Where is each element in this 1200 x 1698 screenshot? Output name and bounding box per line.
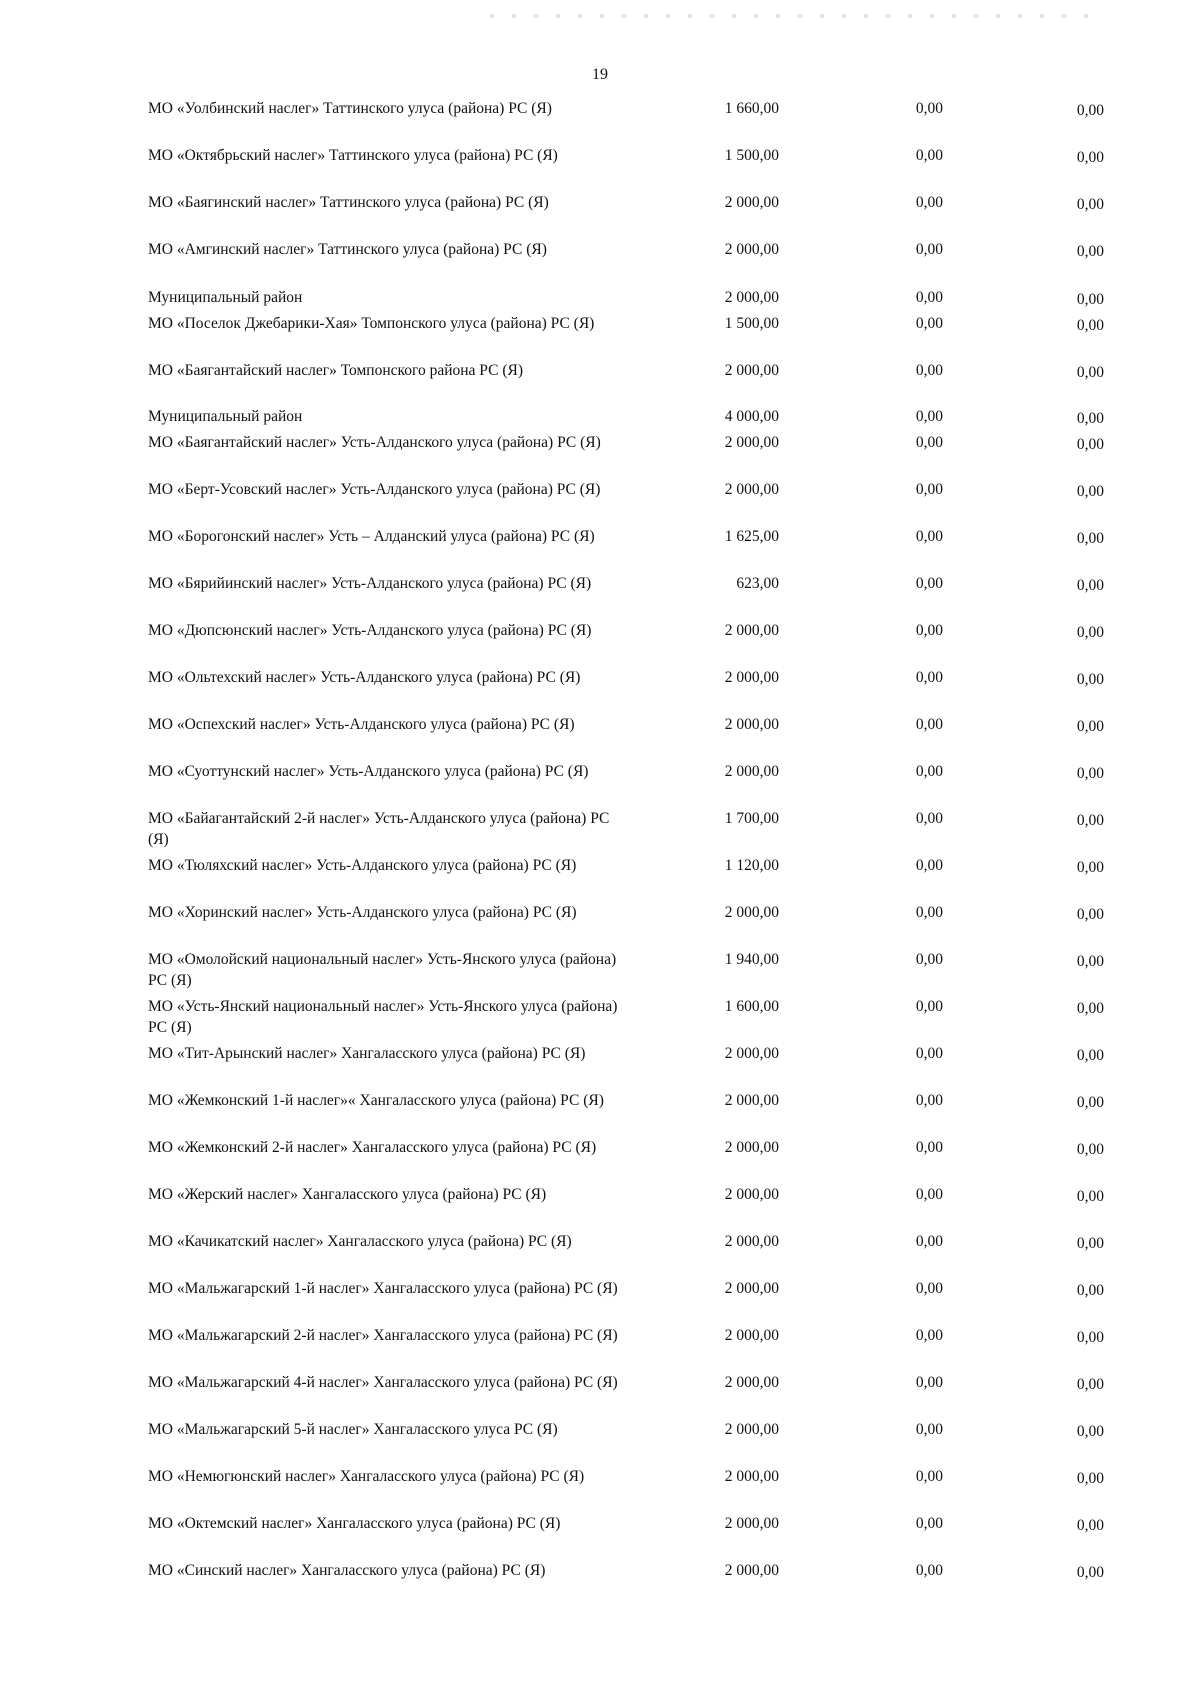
- table-row: [0, 902, 1200, 942]
- table-row: [0, 1043, 1200, 1083]
- row-value-1: 2 000,00: [724, 1421, 779, 1438]
- row-value-3: 0,00: [1076, 1329, 1104, 1346]
- row-value-1: 2 000,00: [724, 622, 779, 639]
- row-value-2: 0,00: [915, 289, 943, 306]
- table-row: [0, 855, 1200, 895]
- row-name: МО «Тюляхский наслег» Усть-Алданского улуса (района) РС (Я): [148, 857, 577, 874]
- table-row: [0, 98, 1200, 138]
- row-value-1: 2 000,00: [724, 194, 779, 211]
- row-value-2: 0,00: [915, 1468, 943, 1485]
- row-value-3: 0,00: [1076, 102, 1104, 119]
- row-value-2: 0,00: [915, 669, 943, 686]
- row-value-1: 2 000,00: [724, 1139, 779, 1156]
- row-value-3: 0,00: [1076, 483, 1104, 500]
- row-value-3: 0,00: [1076, 149, 1104, 166]
- row-value-2: 0,00: [915, 1374, 943, 1391]
- row-value-1: 2 000,00: [724, 434, 779, 451]
- row-name: МО «Октемский наслег» Хангаласского улуса (района) РС (Я): [148, 1515, 561, 1532]
- row-value-3: 0,00: [1076, 812, 1104, 829]
- row-value-2: 0,00: [915, 1421, 943, 1438]
- row-value-3: 0,00: [1076, 624, 1104, 641]
- row-value-3: 0,00: [1076, 1282, 1104, 1299]
- row-value-3: 0,00: [1076, 1470, 1104, 1487]
- row-value-1: 2 000,00: [724, 289, 779, 306]
- row-value-3: 0,00: [1076, 718, 1104, 735]
- row-name: МО «Жемконский 2-й наслег» Хангаласского улуса (района) РС (Я): [148, 1139, 597, 1156]
- row-name: МО «Амгинский наслег» Таттинского улуса (района) РС (Я): [148, 241, 547, 258]
- row-value-2: 0,00: [915, 434, 943, 451]
- table-row: [0, 1419, 1200, 1459]
- table-row: [0, 1466, 1200, 1506]
- table-row: [0, 620, 1200, 660]
- row-value-2: 0,00: [915, 857, 943, 874]
- row-value-1: 2 000,00: [724, 1233, 779, 1250]
- table-row: [0, 1090, 1200, 1130]
- row-value-3: 0,00: [1076, 906, 1104, 923]
- row-name: МО «Борогонский наслег» Усть – Алданский улуса (района) РС (Я): [148, 528, 595, 545]
- row-name: МО «Суоттунский наслег» Усть-Алданского улуса (района) РС (Я): [148, 763, 589, 780]
- row-value-1: 2 000,00: [724, 763, 779, 780]
- row-value-2: 0,00: [915, 575, 943, 592]
- table-row: [0, 1231, 1200, 1271]
- row-value-1: 1 940,00: [724, 951, 779, 968]
- row-value-3: 0,00: [1076, 577, 1104, 594]
- table-row: [0, 808, 1200, 848]
- row-value-1: 2 000,00: [724, 1562, 779, 1579]
- row-value-2: 0,00: [915, 528, 943, 545]
- row-value-3: 0,00: [1076, 859, 1104, 876]
- row-value-3: 0,00: [1076, 1517, 1104, 1534]
- row-name: МО «Байагантайский 2-й наслег» Усть-Алданского улуса (района) РС (Я): [148, 810, 610, 848]
- table-row: [0, 1560, 1200, 1600]
- row-value-2: 0,00: [915, 810, 943, 827]
- row-name: Муниципальный район: [148, 289, 303, 306]
- row-value-1: 2 000,00: [724, 1092, 779, 1109]
- row-value-3: 0,00: [1076, 1235, 1104, 1252]
- row-name: МО «Мальжагарский 1-й наслег» Хангаласского улуса (района) РС (Я): [148, 1280, 618, 1297]
- row-value-1: 2 000,00: [724, 241, 779, 258]
- row-value-2: 0,00: [915, 1515, 943, 1532]
- table-row: [0, 714, 1200, 754]
- row-value-2: 0,00: [915, 362, 943, 379]
- row-name: МО «Тит-Арынский наслег» Хангаласского улуса (района) РС (Я): [148, 1045, 586, 1062]
- row-name: МО «Октябрьский наслег» Таттинского улуса (района) РС (Я): [148, 147, 558, 164]
- row-value-2: 0,00: [915, 241, 943, 258]
- table-row: [0, 239, 1200, 279]
- row-value-2: 0,00: [915, 763, 943, 780]
- row-value-1: 1 500,00: [724, 147, 779, 164]
- table-row: [0, 1372, 1200, 1412]
- row-value-2: 0,00: [915, 998, 943, 1015]
- table-row: [0, 360, 1200, 400]
- row-value-1: 2 000,00: [724, 1327, 779, 1344]
- table-row: [0, 761, 1200, 801]
- row-name: МО «Хоринский наслег» Усть-Алданского улуса (района) РС (Я): [148, 904, 577, 921]
- row-value-2: 0,00: [915, 100, 943, 117]
- row-value-1: 2 000,00: [724, 362, 779, 379]
- row-value-3: 0,00: [1076, 1188, 1104, 1205]
- row-value-1: 2 000,00: [724, 1280, 779, 1297]
- row-value-2: 0,00: [915, 622, 943, 639]
- row-value-2: 0,00: [915, 194, 943, 211]
- row-value-1: 2 000,00: [724, 481, 779, 498]
- row-value-2: 0,00: [915, 904, 943, 921]
- row-value-2: 0,00: [915, 1562, 943, 1579]
- row-name: МО «Баягинский наслег» Таттинского улуса (района) РС (Я): [148, 194, 549, 211]
- row-value-3: 0,00: [1076, 317, 1104, 334]
- row-value-3: 0,00: [1076, 1141, 1104, 1158]
- row-value-2: 0,00: [915, 951, 943, 968]
- row-value-3: 0,00: [1076, 530, 1104, 547]
- row-name: МО «Жерский наслег» Хангаласского улуса (района) РС (Я): [148, 1186, 547, 1203]
- scan-artifact: [490, 14, 1090, 18]
- table-row: [0, 667, 1200, 707]
- row-value-3: 0,00: [1076, 1094, 1104, 1111]
- row-value-1: 1 700,00: [724, 810, 779, 827]
- row-name: МО «Уолбинский наслег» Таттинского улуса (района) РС (Я): [148, 100, 552, 117]
- row-value-2: 0,00: [915, 1045, 943, 1062]
- row-value-2: 0,00: [915, 315, 943, 332]
- row-name: МО «Немюгюнский наслег» Хангаласского улуса (района) РС (Я): [148, 1468, 585, 1485]
- row-value-3: 0,00: [1076, 671, 1104, 688]
- row-name: МО «Мальжагарский 4-й наслег» Хангаласского улуса (района) РС (Я): [148, 1374, 618, 1391]
- row-name: МО «Омолойский национальный наслег» Усть-Янского улуса (района) РС (Я): [148, 951, 617, 989]
- table-row: [0, 573, 1200, 613]
- table-row: [0, 1513, 1200, 1553]
- page-number: 19: [592, 66, 608, 83]
- table-row: [0, 313, 1200, 353]
- row-value-3: 0,00: [1076, 364, 1104, 381]
- row-name: МО «Поселок Джебарики-Хая» Томпонского улуса (района) РС (Я): [148, 315, 595, 332]
- row-value-2: 0,00: [915, 147, 943, 164]
- row-value-1: 2 000,00: [724, 1045, 779, 1062]
- row-value-2: 0,00: [915, 1092, 943, 1109]
- row-name: МО «Усть-Янский национальный наслег» Усть-Янского улуса (района) РС (Я): [148, 998, 618, 1036]
- row-name: МО «Баягантайский наслег» Томпонского района РС (Я): [148, 362, 523, 379]
- row-value-2: 0,00: [915, 1186, 943, 1203]
- row-value-3: 0,00: [1076, 291, 1104, 308]
- row-value-1: 1 500,00: [724, 315, 779, 332]
- row-value-3: 0,00: [1076, 196, 1104, 213]
- row-name: МО «Мальжагарский 2-й наслег» Хангаласского улуса (района) РС (Я): [148, 1327, 618, 1344]
- row-name: МО «Оспехский наслег» Усть-Алданского улуса (района) РС (Я): [148, 716, 575, 733]
- row-value-1: 2 000,00: [724, 1186, 779, 1203]
- row-value-2: 0,00: [915, 1280, 943, 1297]
- row-name: МО «Ольтехский наслег» Усть-Алданского улуса (района) РС (Я): [148, 669, 581, 686]
- row-name: МО «Мальжагарский 5-й наслег» Хангаласского улуса РС (Я): [148, 1421, 558, 1438]
- row-name: МО «Берт-Усовский наслег» Усть-Алданского улуса (района) РС (Я): [148, 481, 601, 498]
- table-row: [0, 432, 1200, 472]
- row-value-3: 0,00: [1076, 410, 1104, 427]
- row-value-1: 2 000,00: [724, 1515, 779, 1532]
- row-value-1: 1 660,00: [724, 100, 779, 117]
- row-value-3: 0,00: [1076, 1423, 1104, 1440]
- table-row: [0, 526, 1200, 566]
- row-value-2: 0,00: [915, 716, 943, 733]
- row-value-1: 2 000,00: [724, 1374, 779, 1391]
- table-row: [0, 145, 1200, 185]
- row-value-3: 0,00: [1076, 1564, 1104, 1581]
- row-value-1: 2 000,00: [724, 1468, 779, 1485]
- row-value-3: 0,00: [1076, 1376, 1104, 1393]
- row-value-1: 2 000,00: [724, 904, 779, 921]
- row-value-2: 0,00: [915, 408, 943, 425]
- table-row: [0, 949, 1200, 989]
- row-value-2: 0,00: [915, 1233, 943, 1250]
- row-name: МО «Баягантайский наслег» Усть-Алданского улуса (района) РС (Я): [148, 434, 601, 451]
- row-value-2: 0,00: [915, 1327, 943, 1344]
- table-row: [0, 192, 1200, 232]
- row-name: МО «Жемконский 1-й наслег»« Хангаласского улуса (района) РС (Я): [148, 1092, 604, 1109]
- row-value-3: 0,00: [1076, 436, 1104, 453]
- row-value-1: 1 120,00: [724, 857, 779, 874]
- table-row: [0, 1325, 1200, 1365]
- row-name: МО «Качикатский наслег» Хангаласского улуса (района) РС (Я): [148, 1233, 572, 1250]
- row-value-1: 623,00: [736, 575, 779, 592]
- row-value-1: 1 625,00: [724, 528, 779, 545]
- row-value-3: 0,00: [1076, 243, 1104, 260]
- row-value-1: 4 000,00: [724, 408, 779, 425]
- table-row: [0, 1278, 1200, 1318]
- row-value-1: 2 000,00: [724, 669, 779, 686]
- row-name: МО «Синский наслег» Хангаласского улуса (района) РС (Я): [148, 1562, 546, 1579]
- row-value-3: 0,00: [1076, 765, 1104, 782]
- row-value-2: 0,00: [915, 1139, 943, 1156]
- row-name: МО «Бярийинский наслег» Усть-Алданского улуса (района) РС (Я): [148, 575, 592, 592]
- row-value-3: 0,00: [1076, 1000, 1104, 1017]
- table-row: [0, 996, 1200, 1036]
- row-value-1: 2 000,00: [724, 716, 779, 733]
- row-value-1: 1 600,00: [724, 998, 779, 1015]
- table-row: [0, 1184, 1200, 1224]
- table-row: [0, 479, 1200, 519]
- row-value-3: 0,00: [1076, 1047, 1104, 1064]
- row-name: МО «Дюпсюнский наслег» Усть-Алданского улуса (района) РС (Я): [148, 622, 592, 639]
- row-name: Муниципальный район: [148, 408, 303, 425]
- table-row: [0, 1137, 1200, 1177]
- row-value-2: 0,00: [915, 481, 943, 498]
- row-value-3: 0,00: [1076, 953, 1104, 970]
